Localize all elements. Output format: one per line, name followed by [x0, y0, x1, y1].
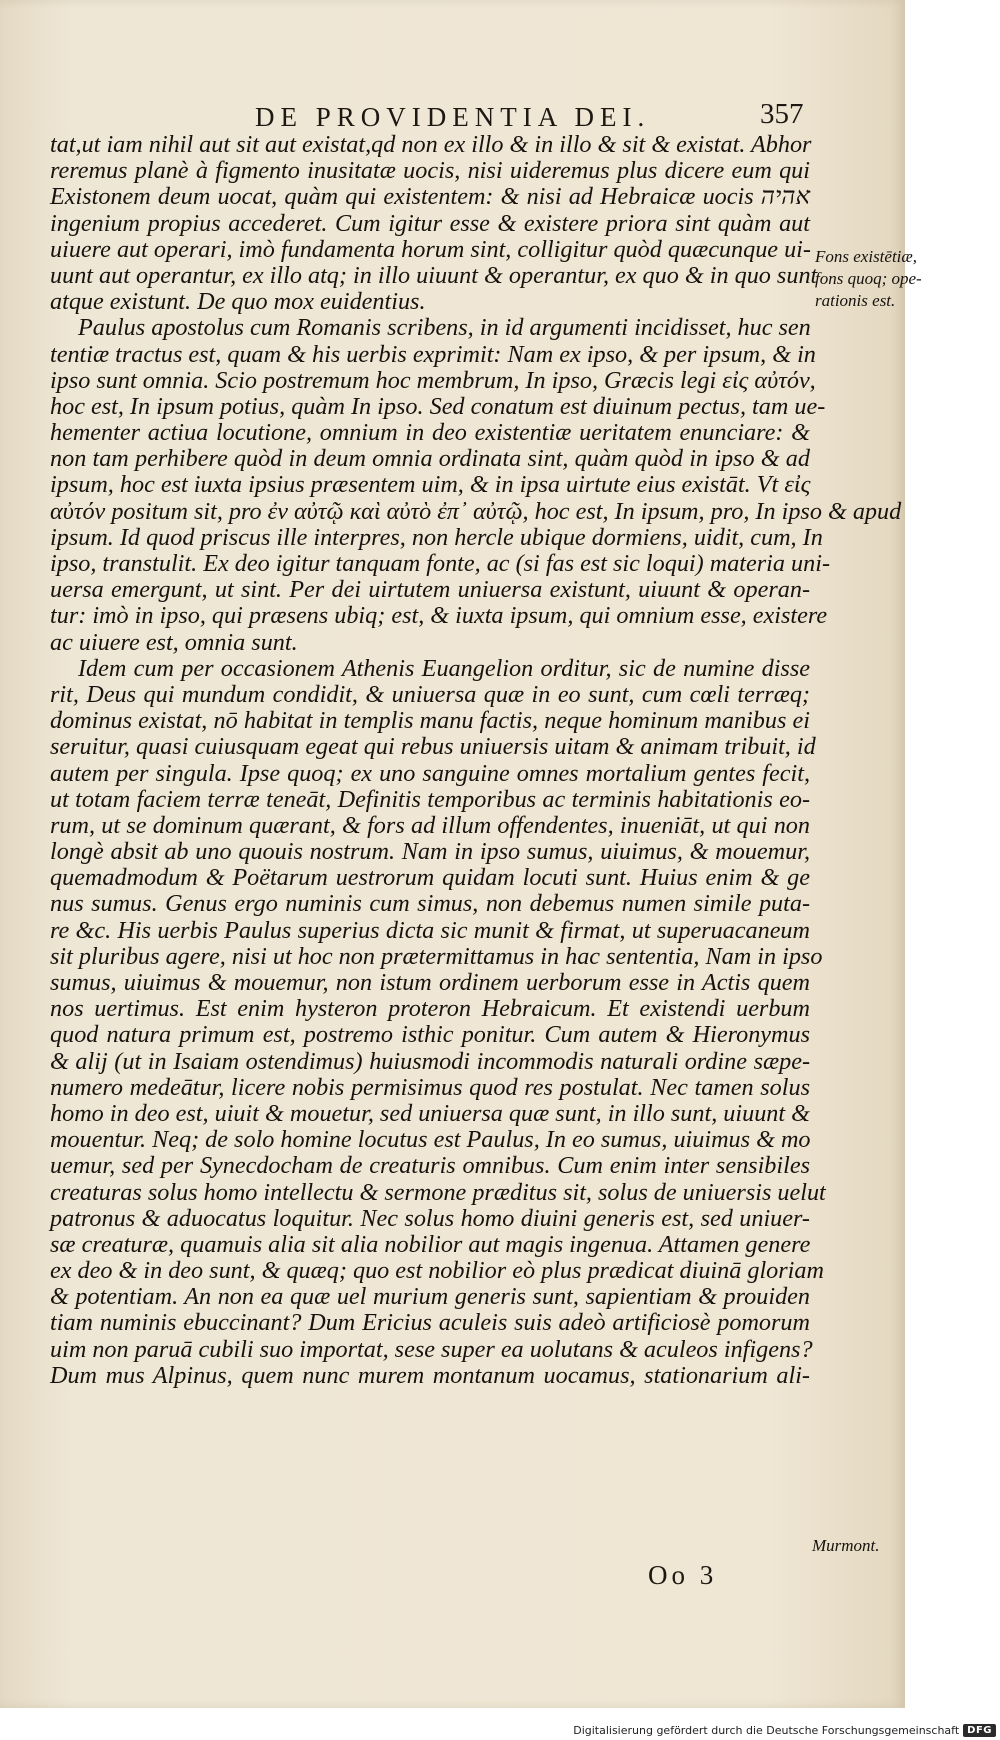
text-line: nos uertimus. Est enim hysteron proteron Hebraicum. Et existendi uerbum	[50, 995, 810, 1023]
text-line: Idem cum per occasionem Athenis Euangelion orditur, sic de numine disse	[78, 654, 810, 682]
text-line: sit pluribus agere, nisi ut hoc non prætermittamus in hac sententia, Nam in ipso	[50, 942, 823, 970]
text-line: Paulus apostolus cum Romanis scribens, in id argumenti incidisset, huc sen	[78, 314, 811, 342]
text-line: ex deo & in deo sunt, & quæq; quo est nobilior eò plus prædicat diuinā gloriam	[50, 1257, 824, 1285]
text-line: Dum mus Alpinus, quem nunc murem montanum uocamus, stationarium ali-	[50, 1361, 810, 1389]
text-line: non tam perhibere quòd in deum omnia ordinata sint, quàm quòd in ipso & ad	[50, 445, 810, 473]
running-head: DE PROVIDENTIA DEI.	[255, 102, 651, 132]
text-line: Existonem deum uocat, quàm qui existentem: & nisi ad Hebraicæ uocis אהיה	[50, 183, 810, 211]
digitization-credit	[573, 1722, 996, 1738]
text-line: rum, ut se dominum quærant, & fors ad illum offendentes, inueniāt, ut qui non	[50, 811, 810, 839]
text-line: ipsum. Id quod priscus ille interpres, non hercle ubique dormiens, uidit, cum, In	[50, 523, 823, 551]
text-line: uiuere aut operari, imò fundamenta horum sint, colligitur quòd quæcunque ui-	[50, 235, 811, 263]
text-line: dominus existat, nō habitat in templis manu factis, neque hominum manibus ei	[50, 707, 810, 735]
text-line: homo in deo est, uiuit & mouetur, sed uniuersa quæ sunt, in illo sunt, uiuunt &	[50, 1099, 810, 1127]
margin-note-line: rationis est.	[815, 291, 896, 310]
text-line: tiam numinis ebuccinant? Dum Ericius aculeis suis adeò artificiosè pomorum	[50, 1309, 810, 1337]
text-line: sumus, uiuimus & mouemur, non istum ordinem uerborum esse in Actis quem	[50, 969, 810, 996]
text-line: numero medeātur, licere nobis permisimus quod res postulat. Nec tamen solus	[50, 1073, 810, 1101]
text-line: & potentiam. An non ea quæ uel murium generis sunt, sapientiam & prouiden	[50, 1283, 810, 1311]
text-line: ut totam faciem terræ teneāt, Definitis temporibus ac terminis habitationis eo-	[50, 785, 810, 813]
page-number: 357	[760, 98, 804, 130]
text-line: hoc est, In ipsum potius, quàm In ipso. Sed conatum est diuinum pectus, tam ue-	[50, 392, 826, 420]
text-line: uunt aut operantur, ex illo atq; in illo uiuunt & operantur, ex quo & in quo sunt	[50, 261, 818, 289]
text-line: tat,ut iam nihil aut sit aut existat,qd non ex illo & in illo & sit & existat. Abhor	[50, 131, 812, 158]
text-line: tur: imò in ipso, qui præsens ubiq; est, & iuxta ipsum, qui omnium esse, existere	[50, 602, 828, 630]
margin-note-existence	[815, 246, 922, 312]
signature-mark: Oo 3	[648, 1560, 718, 1590]
text-line: ac uiuere est, omnia sunt.	[50, 628, 298, 656]
text-line: αὐτόν positum sit, pro ἐν αὐτῷ καὶ αὐτὸ ἐπ᾽ αὐτῷ, hoc est, In ipsum, pro, In ipso & apud	[50, 497, 902, 525]
text-line: hementer actiua locutione, omnium in deo existentiæ ueritatem enunciare: &	[50, 419, 810, 447]
text-line: mouentur. Neq; de solo homine locutus est Paulus, In eo sumus, uiuimus & mo	[50, 1126, 811, 1154]
text-line: quod natura primum est, postremo isthic ponitur. Cum autem & Hieronymus	[50, 1021, 810, 1049]
text-line: ingenium propius accederet. Cum igitur esse & existere priora sint quàm aut	[50, 209, 810, 237]
text-line: uemur, sed per Synecdocham de creaturis omnibus. Cum enim inter sensibiles	[50, 1152, 810, 1180]
margin-note-line: fons quoq; ope-	[815, 269, 922, 288]
text-line: ipso, transtulit. Ex deo igitur tanquam fonte, ac (si fas est sic loqui) materia uni-	[50, 550, 830, 577]
text-line: ipsum, hoc est iuxta ipsius præsentem uim, & in ipsa uirtute eius existāt. Vt εἰς	[50, 471, 811, 499]
text-line: atque existunt. De quo mox euidentius.	[50, 288, 426, 316]
text-line: patronus & aduocatus loquitur. Nec solus homo diuini generis est, sed uniuer-	[50, 1204, 810, 1232]
text-line: quemadmodum & Poëtarum uestrorum quidam locuti sunt. Huius enim & ge	[50, 864, 810, 892]
text-line: uim non paruā cubili suo importat, sese super ea uolutans & aculeos infigens?	[50, 1335, 813, 1363]
text-line: re &c. His uerbis Paulus superius dicta sic munit & firmat, ut superuacaneum	[50, 916, 810, 944]
text-line: reremus planè à figmento inusitatæ uocis, nisi uideremus plus dicere eum qui	[50, 157, 810, 185]
text-line: seruitur, quasi cuiusquam egeat qui rebus uniuersis uitam & animam tribuit, id	[50, 733, 816, 761]
text-line: uersa emergunt, ut sint. Per dei uirtutem uniuersa existunt, uiuunt & operan-	[50, 576, 810, 604]
text-line: ipso sunt omnia. Scio postremum hoc membrum, In ipso, Græcis legi εἰς αὐτόν,	[50, 366, 816, 394]
text-line: autem per singula. Ipse quoq; ex uno sanguine omnes mortalium gentes fecit,	[50, 759, 810, 787]
margin-note-murmont: Murmont.	[812, 1536, 880, 1555]
text-line: tentiæ tractus est, quam & his uerbis exprimit: Nam ex ipso, & per ipsum, & in	[50, 340, 816, 368]
margin-note-line: Fons existētiæ,	[815, 247, 917, 266]
text-line: rit, Deus qui mundum condidit, & uniuersa quæ in eo sunt, cum cœli terræq;	[50, 680, 810, 708]
text-line: sæ creaturæ, quamuis alia sit alia nobilior aut magis ingenua. Attamen genere	[50, 1230, 811, 1258]
text-line: nus sumus. Genus ergo numinis cum simus, non debemus numen simile puta-	[50, 890, 810, 918]
text-line: & alij (ut in Isaiam ostendimus) huiusmodi incommodis naturali ordine sæpe-	[50, 1047, 810, 1075]
text-line: longè absit ab uno quouis nostrum. Nam in ipso sumus, uiuimus, & mouemur,	[50, 838, 810, 866]
credit-text: Digitalisierung gefördert durch die Deutsche Forschungsgemeinschaft	[573, 1723, 960, 1737]
text-line: creaturas solus homo intellectu & sermone præditus sit, solus de uniuersis uelut	[50, 1178, 826, 1206]
dfg-logo: DFG	[963, 1724, 996, 1737]
